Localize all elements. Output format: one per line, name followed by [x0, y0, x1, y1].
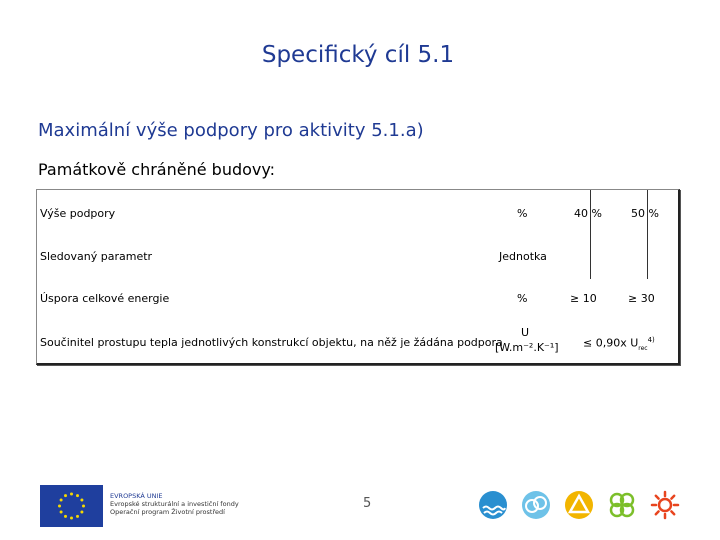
row-label-support: Výše podpory — [40, 207, 116, 220]
support-table — [36, 189, 680, 365]
row-value-support-2: 50 % — [631, 207, 659, 220]
eu-line-2: Evropské strukturální a investiční fondy — [110, 500, 239, 508]
row-unit-support: % — [517, 207, 528, 220]
row-unit-heat-transfer-symbol: U — [521, 326, 530, 339]
subtitle: Maximální výše podpory pro aktivity 5.1.a) — [38, 120, 424, 141]
eu-line-3: Operační program Životní prostředí — [110, 508, 225, 516]
row-value-heat-transfer: ≤ 0,90x $U_{rec}^{4)}$ — [583, 336, 655, 352]
row-unit-parameter: Jednotka — [499, 250, 547, 263]
row-label-parameter: Sledovaný parametr — [40, 250, 153, 263]
page-number: 5 — [363, 496, 372, 511]
energy-icon — [650, 490, 680, 520]
table-divider — [590, 190, 591, 279]
air-icon — [521, 490, 551, 520]
eu-line-1: EVROPSKÁ UNIE — [110, 492, 163, 500]
waste-icon — [564, 490, 594, 520]
row-unit-savings: % — [517, 292, 528, 305]
row-unit-heat-transfer-dimension: [W.m⁻².K⁻¹] — [495, 341, 559, 354]
table-divider — [647, 190, 648, 279]
nature-icon — [607, 490, 637, 520]
row-value-savings-2: ≥ 30 — [628, 292, 655, 305]
section-heading: Památkově chráněné budovy: — [38, 160, 276, 179]
eu-program-text — [110, 492, 239, 516]
row-label-savings: Úspora celkové energie — [40, 292, 170, 305]
row-value-support-1: 40 % — [574, 207, 602, 220]
row-label-heat-transfer: Součinitel prostupu tepla jednotlivých konstrukcí objektu, na něž je žádána podpora — [40, 336, 503, 349]
page-title: Specifický cíl 5.1 — [261, 42, 455, 68]
eu-flag-icon — [40, 485, 103, 527]
row-value-savings-1: ≥ 10 — [570, 292, 597, 305]
water-icon — [478, 490, 508, 520]
